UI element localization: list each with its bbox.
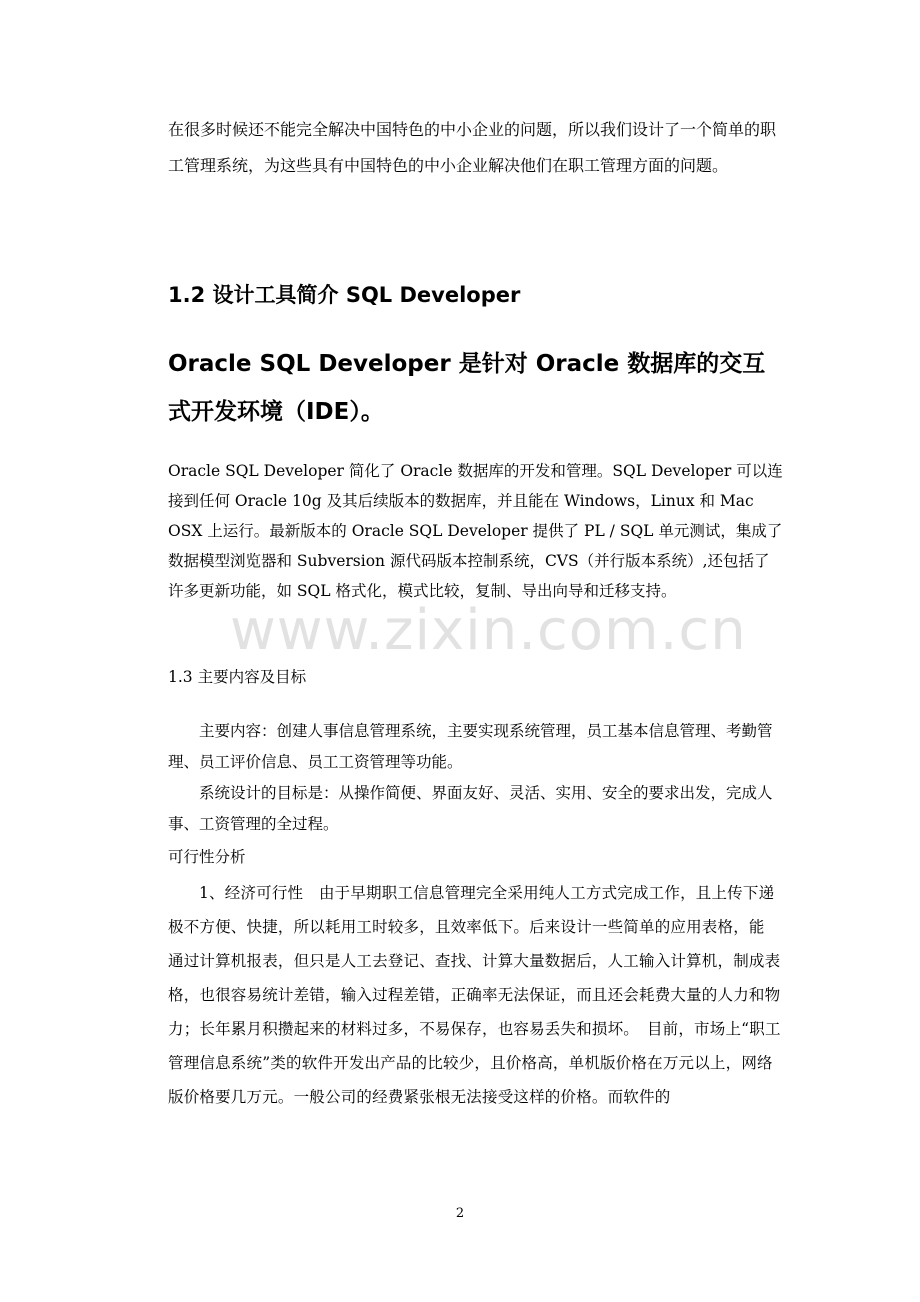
page-number: 2 [455,1206,465,1221]
feasibility-title: 可行性分析 [168,848,246,866]
section-title-sql-developer: Oracle SQL Developer 是针对 Oracle 数据库的交互式开发环境（IDE）。 [168,351,766,425]
section-heading-1-3: 1.3 主要内容及目标 [168,668,307,686]
economic-feasibility-paragraph: 1、经济可行性 由于早期职工信息管理完全采用纯人工方式完成工作，且上传下递极不方便、快捷，所以耗用工时较多，且效率低下。后来设计一些简单的应用表格，能 通过计算机报表，但只是人工去登记、查找、计算大量数据后，人工输入计算机，制成表格，也很容易统计差错，输入过程差错，正确率无法保证，而且还会耗费大量的人力和物力；长年累月积攒起来的材料过多，不易保存，也容易丢失和损坏。 目前，市场上“职工管理信息系统”类的软件开发出产品的比较少，且价格高，单机版价格在万元以上，网络版价格要几万元。一般公司的经费紧张根无法接受这样的价格。而软件的 [168,884,781,1106]
watermark: www.zixin.com.cn [230,598,747,663]
sql-developer-description: Oracle SQL Developer 简化了 Oracle 数据库的开发和管理。SQL Developer 可以连接到任何 Oracle 10g 及其后续版本的数据库，并且能在 Windows，Linux 和 Mac OSX 上运行。最新版本的 Oracle SQL Developer 提供了 PL / SQL 单元测试，集成了数据模型浏览器和 Subversion 源代码版本控制系统，CVS（并行版本系统）,还包括了许多更新功能，如 SQL 格式化，模式比较，复制、导出向导和迁移支持。 [168,462,783,600]
section-heading-1-2: 1.2 设计工具简介 SQL Developer [168,283,521,307]
main-content-paragraph: 主要内容：创建人事信息管理系统，主要实现系统管理，员工基本信息管理、考勤管理、员工评价信息、员工工资管理等功能。 [168,722,773,771]
design-goal-paragraph: 系统设计的目标是：从操作简便、界面友好、灵活、实用、安全的要求出发，完成人事、工资管理的全过程。 [168,784,773,833]
content-and-goals [168,716,783,840]
intro-paragraph: 在很多时候还不能完全解决中国特色的中小企业的问题，所以我们设计了一个简单的职工管理系统，为这些具有中国特色的中小企业解决他们在职工管理方面的问题。 [168,120,777,175]
